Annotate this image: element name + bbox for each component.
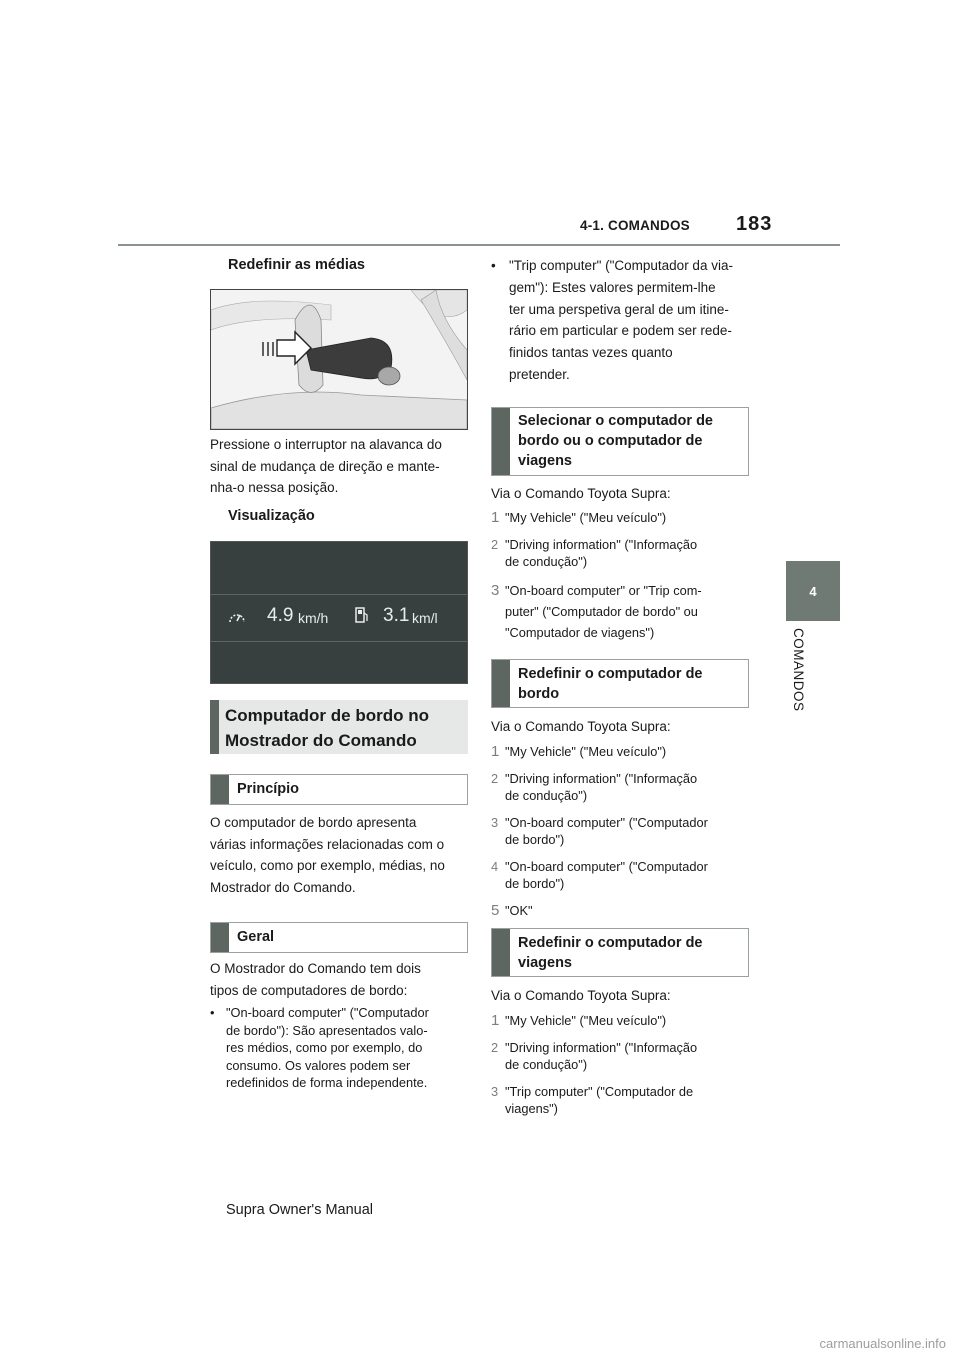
- page-number: 183: [736, 213, 773, 235]
- header-divider: [118, 244, 840, 246]
- reset-instructions: Pressione o interruptor na alavanca do sinal de mudança de direção e mante- nha-o nessa posição.: [210, 437, 442, 496]
- bullet-trip-computer: • "Trip computer" ("Computador da via- gem"): Estes valores permitem-lhe ter uma perspetiva geral de um itine- rário em particular e podem ser rede- finidos tantas vezes quanto pretender.: [491, 255, 753, 386]
- list-item: 2 "Driving information" ("Informação de condução"): [491, 1040, 698, 1072]
- box-reset-onboard: Redefinir o computador de bordo: [491, 659, 749, 708]
- trip-steps: [491, 1012, 753, 1127]
- averages-row: [211, 594, 467, 642]
- select-steps: [491, 509, 753, 653]
- average-consumption-value: 3.1: [383, 605, 410, 626]
- section-title-onboard-computer: Computador de bordo no Mostrador do Comando: [210, 700, 468, 754]
- section-title-bar: [210, 700, 219, 754]
- control-display-screenshot: [210, 541, 468, 684]
- list-item: 1 "My Vehicle" ("Meu veículo"): [491, 743, 667, 760]
- heading-reset-averages: Redefinir as médias: [228, 257, 365, 273]
- list-item: 1 "My Vehicle" ("Meu veículo"): [491, 1012, 667, 1029]
- list-item: 3 "On-board computer" ("Computador de bordo"): [491, 815, 708, 847]
- box-principle: Princípio: [210, 774, 468, 805]
- list-item: 1 "My Vehicle" ("Meu veículo"): [491, 509, 667, 526]
- box-select-computer: Selecionar o computador de bordo ou o computador de viagens: [491, 407, 749, 476]
- bullet-onboard-computer: • "On-board computer" ("Computador de bordo"): São apresentados valo- res médios, como por exemplo, do consumo. Os valores podem ser redefinidos de forma independente.: [210, 1005, 429, 1090]
- principle-text: O computador de bordo apresenta várias informações relacionadas com o veículo, como por exemplo, médias, no Mostrador do Comando.: [210, 815, 445, 895]
- speedometer-icon: [228, 609, 246, 625]
- fuel-pump-icon: [355, 606, 369, 624]
- average-speed-value: 4.9: [267, 605, 294, 626]
- watermark[interactable]: carmanualsonline.info: [819, 1336, 946, 1351]
- list-item: 5 "OK": [491, 902, 533, 919]
- list-item: 2 "Driving information" ("Informação de condução"): [491, 771, 698, 803]
- average-consumption-unit: km/l: [412, 610, 438, 626]
- via-text-onboard: Via o Comando Toyota Supra:: [491, 719, 671, 734]
- list-item: 3 "Trip computer" ("Computador de viagens"): [491, 1084, 694, 1116]
- chapter-tab[interactable]: 4: [786, 561, 840, 621]
- list-item: 3 "On-board computer" or "Trip com- puter" ("Computador de bordo" ou "Computador de viagens"): [491, 582, 702, 640]
- chapter-tab-label: COMANDOS: [791, 628, 806, 712]
- lever-drawing: [211, 290, 467, 429]
- box-general: Geral: [210, 922, 468, 953]
- box-reset-trip: Redefinir o computador de viagens: [491, 928, 749, 977]
- heading-display: Visualização: [228, 508, 315, 524]
- average-speed-unit: km/h: [298, 610, 329, 626]
- bullet-marker: •: [491, 258, 496, 273]
- via-text-trip: Via o Comando Toyota Supra:: [491, 988, 671, 1003]
- list-item: 2 "Driving information" ("Informação de condução"): [491, 537, 698, 569]
- general-text: O Mostrador do Comando tem dois tipos de computadores de bordo:: [210, 961, 421, 998]
- manual-footer: Supra Owner's Manual: [226, 1202, 374, 1218]
- via-text-select: Via o Comando Toyota Supra:: [491, 486, 671, 501]
- bullet-marker: •: [210, 1005, 215, 1020]
- onboard-steps: [491, 743, 753, 929]
- list-item: 4 "On-board computer" ("Computador de bordo"): [491, 859, 708, 891]
- turn-signal-lever-illustration: [210, 289, 468, 430]
- chapter-title: 4-1. COMANDOS: [580, 218, 690, 233]
